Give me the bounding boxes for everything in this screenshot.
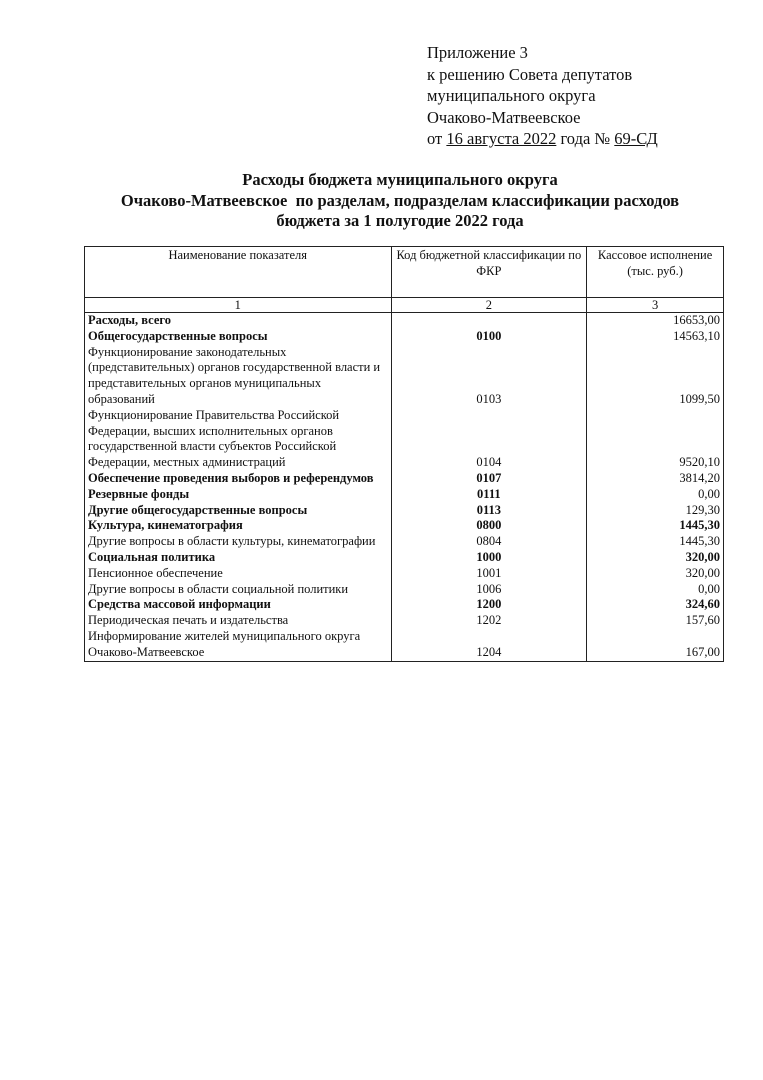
row-value: 320,00 bbox=[587, 550, 724, 566]
row-code: 1200 bbox=[391, 597, 587, 613]
budget-table bbox=[84, 246, 724, 662]
row-code bbox=[391, 313, 587, 329]
colnum-2: 2 bbox=[391, 298, 587, 313]
row-code: 1000 bbox=[391, 550, 587, 566]
title-line-1: Расходы бюджета муниципального округа bbox=[242, 170, 558, 189]
appendix-line-3: муниципального округа bbox=[427, 86, 596, 105]
table-row bbox=[85, 313, 724, 329]
table-row bbox=[85, 518, 724, 534]
row-code: 1202 bbox=[391, 613, 587, 629]
row-code: 1204 bbox=[391, 629, 587, 661]
table-row bbox=[85, 345, 724, 408]
table-row bbox=[85, 566, 724, 582]
table-row bbox=[85, 503, 724, 519]
table-row bbox=[85, 329, 724, 345]
table-row bbox=[85, 629, 724, 661]
row-name: Пенсионное обеспечение bbox=[85, 566, 392, 582]
row-code: 1006 bbox=[391, 582, 587, 598]
row-value: 0,00 bbox=[587, 582, 724, 598]
appendix-date: 16 августа 2022 bbox=[446, 129, 557, 148]
table-row bbox=[85, 613, 724, 629]
appendix-line-2: к решению Совета депутатов bbox=[427, 64, 633, 84]
document-title bbox=[60, 170, 740, 232]
table-row bbox=[85, 597, 724, 613]
row-code: 0107 bbox=[391, 471, 587, 487]
appendix-line-4: Очаково-Матвеевское bbox=[427, 107, 581, 127]
row-value: 3814,20 bbox=[587, 471, 724, 487]
appendix-number: 69-СД bbox=[614, 129, 658, 148]
row-name: Функционирование законодательных (представительных) органов государственной власти и представительных органов муниципальных образований bbox=[85, 345, 392, 408]
row-code: 1001 bbox=[391, 566, 587, 582]
appendix-line-1: Приложение 3 bbox=[427, 43, 528, 62]
row-value: 1445,30 bbox=[587, 518, 724, 534]
row-value: 14563,10 bbox=[587, 329, 724, 345]
title-line-3: бюджета за 1 полугодие 2022 года bbox=[276, 211, 524, 230]
row-code: 0104 bbox=[391, 408, 587, 471]
header-name: Наименование показателя bbox=[85, 247, 392, 298]
row-code: 0113 bbox=[391, 503, 587, 519]
row-code: 0103 bbox=[391, 345, 587, 408]
row-value: 0,00 bbox=[587, 487, 724, 503]
row-code: 0100 bbox=[391, 329, 587, 345]
row-name: Функционирование Правительства Российской Федерации, высших исполнительных органов государственной власти субъектов Российской Федерации, местных администраций bbox=[85, 408, 392, 471]
table-row bbox=[85, 487, 724, 503]
row-name: Общегосударственные вопросы bbox=[85, 329, 392, 345]
table-row bbox=[85, 550, 724, 566]
row-code: 0111 bbox=[391, 487, 587, 503]
row-code: 0804 bbox=[391, 534, 587, 550]
title-line-2: Очаково-Матвеевское по разделам, подразделам классификации расходов bbox=[120, 190, 680, 210]
row-name: Культура, кинематография bbox=[85, 518, 392, 534]
table-row bbox=[85, 471, 724, 487]
appendix-block bbox=[427, 42, 658, 150]
row-name: Расходы, всего bbox=[85, 313, 392, 329]
appendix-date-prefix: от bbox=[427, 129, 447, 148]
colnum-1: 1 bbox=[85, 298, 392, 313]
row-value: 167,00 bbox=[587, 629, 724, 661]
row-name: Другие вопросы в области культуры, кинематографии bbox=[85, 534, 392, 550]
row-name: Обеспечение проведения выборов и референдумов bbox=[85, 471, 392, 487]
row-name: Социальная политика bbox=[85, 550, 392, 566]
table-row bbox=[85, 582, 724, 598]
row-value: 9520,10 bbox=[587, 408, 724, 471]
table-header-row bbox=[85, 247, 724, 298]
header-code: Код бюджетной классификации по ФКР bbox=[391, 247, 587, 298]
row-name: Периодическая печать и издательства bbox=[85, 613, 392, 629]
row-name: Информирование жителей муниципального округа Очаково-Матвеевское bbox=[85, 629, 392, 661]
table-colnum-row bbox=[85, 298, 724, 313]
row-code: 0800 bbox=[391, 518, 587, 534]
table-row bbox=[85, 408, 724, 471]
row-name: Другие вопросы в области социальной политики bbox=[85, 582, 392, 598]
row-value: 320,00 bbox=[587, 566, 724, 582]
header-value: Кассовое исполнение (тыс. руб.) bbox=[587, 247, 724, 298]
row-value: 324,60 bbox=[587, 597, 724, 613]
appendix-date-line bbox=[427, 128, 658, 150]
colnum-3: 3 bbox=[587, 298, 724, 313]
row-value: 1445,30 bbox=[587, 534, 724, 550]
row-value: 157,60 bbox=[587, 613, 724, 629]
row-value: 129,30 bbox=[587, 503, 724, 519]
row-value: 16653,00 bbox=[587, 313, 724, 329]
appendix-date-suffix: года № bbox=[556, 129, 615, 148]
row-name: Средства массовой информации bbox=[85, 597, 392, 613]
row-value: 1099,50 bbox=[587, 345, 724, 408]
table-row bbox=[85, 534, 724, 550]
row-name: Резервные фонды bbox=[85, 487, 392, 503]
row-name: Другие общегосударственные вопросы bbox=[85, 503, 392, 519]
